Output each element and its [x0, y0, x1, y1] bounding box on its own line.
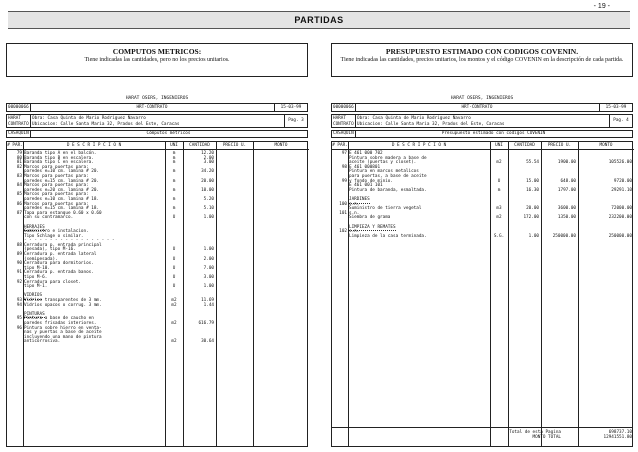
row-par: 95 [16, 316, 22, 322]
row-uni: U [172, 265, 176, 271]
col-header-par: # PAR. [332, 143, 348, 148]
row-desc: Pintura sobre hierro en venta- [24, 325, 102, 331]
row-uni: m2 [171, 302, 177, 308]
row-desc: anticorrosiva. [24, 339, 61, 345]
sheet-date: 15-03-99 [274, 104, 307, 111]
row-cant: 11.69 [201, 298, 214, 303]
row-par: 85 [16, 192, 22, 198]
row-desc: Cerradura p. entrada lateral [24, 252, 97, 258]
table-row [7, 340, 307, 345]
row-uni: m [172, 169, 176, 175]
col-header-uni: UNI [490, 142, 508, 150]
row-desc: Baranda tipo C en escalera. [24, 160, 94, 166]
row-desc: Baranda tipo B en escalera. [24, 155, 94, 161]
table-rows [332, 152, 632, 239]
row-uni: m [172, 151, 176, 156]
row-uni: m [497, 187, 501, 193]
row-cant: 2.00 [203, 155, 214, 161]
row-cant: 16.30 [526, 187, 539, 193]
row-desc: incluyendo una mano de pintura [24, 334, 102, 340]
row-desc: Marcos para puertas para: [24, 201, 89, 207]
row-uni: m2 [496, 215, 502, 221]
row-cant: 1.00 [203, 284, 214, 290]
row-desc: paredes frisadas interiores. [24, 320, 97, 326]
row-cant: 2.00 [203, 256, 214, 262]
row-cant: 5.10 [203, 206, 214, 212]
row-par: 92 [16, 279, 22, 285]
row-desc: Tipo Schlage o similar. [24, 233, 84, 239]
row-precio: 1350.00 [557, 215, 576, 221]
row-uni: m2 [171, 320, 177, 326]
row-cant: 5.20 [203, 196, 214, 202]
row-desc: Cerradura p. entrada banos. [24, 270, 94, 276]
row-cant: 20.00 [201, 178, 214, 184]
total-page-label: Total de esta Pagina [509, 430, 561, 435]
company-name: HARAT OSERS, INGENIEROS [125, 96, 189, 101]
row-desc: Cerradura para closet. [24, 279, 81, 285]
row-precio: 1900.00 [557, 160, 576, 166]
row-cant: 12.20 [201, 151, 214, 156]
row-uni: m [172, 187, 176, 193]
row-cant: 55.54 [526, 160, 539, 166]
row-uni: U [172, 256, 176, 262]
row-desc: y fondo de minio. [349, 178, 393, 184]
row-uni: S.G. [493, 233, 505, 239]
row-desc: Marcos para puertas para: [24, 183, 89, 189]
row-desc: Pintura a base de caucho en [24, 316, 94, 322]
row-par: 84 [16, 183, 22, 189]
row-monto: 72000.00 [611, 206, 632, 212]
label-harat: HARAT [333, 116, 346, 121]
row-cant: 7.00 [203, 265, 214, 271]
col-header-uni: UNI [165, 142, 183, 150]
items-table [6, 141, 308, 447]
row-monto: 232200.00 [608, 215, 632, 221]
row-desc: paredes e=20 cm. lamina # 20. [24, 187, 100, 193]
row-uni: U [172, 247, 176, 253]
row-par: 79 [16, 151, 22, 156]
row-cant: 1.00 [528, 233, 539, 239]
row-par: 80 [16, 155, 22, 161]
row-precio: 250000.00 [552, 233, 576, 239]
row-par: 94 [16, 302, 22, 308]
row-uni: m2 [496, 160, 502, 166]
row-monto: 29291.10 [611, 187, 632, 193]
right-caption-box [331, 43, 633, 77]
row-desc: Limpieza de la casa terminada. [349, 233, 427, 239]
row-desc: tipo M-6. [24, 275, 48, 281]
row-par: 100 [339, 201, 347, 207]
row-desc: paredes e=10 cm. lamina # 18. [24, 196, 100, 202]
row-desc: (pesada), tipo M-16. [24, 247, 76, 253]
label-contrato: CONTRATO [333, 121, 354, 127]
row-par: 102 [339, 229, 347, 235]
row-desc: Marcos para puertas para: [24, 192, 89, 198]
row-desc: con su contramarco. [24, 215, 74, 221]
row-desc: PINTURAS [24, 311, 45, 317]
row-desc: E 461 001 101 [349, 183, 383, 189]
col-header-par: # PAR. [7, 143, 23, 148]
row-uni: m [172, 155, 176, 161]
row-desc: Marcos para puertas para: [24, 173, 89, 179]
row-par: 83 [16, 173, 22, 179]
obra-text: Obra: Casa Quinta de Mario Rodriguez Navarro [357, 116, 471, 121]
row-desc: E 461 000 702 [349, 151, 383, 156]
col-header-cant: CANTIDAD [183, 142, 216, 150]
project-header [331, 114, 633, 128]
col-header-desc: D E S C R I P C I O N [23, 142, 165, 150]
row-desc: HERRAJES [24, 224, 45, 230]
left-caption-title: COMPUTOS METRICOS: [112, 47, 202, 56]
row-precio: 648.00 [560, 178, 576, 184]
row-precio: 3600.00 [557, 206, 576, 212]
section-label: CASAQUIN [7, 131, 31, 137]
row-cant: 1.00 [203, 247, 214, 253]
page-number: - 19 - [593, 3, 610, 10]
col-header-monto: MONTO [253, 142, 309, 150]
row-par: 90 [16, 261, 22, 267]
sheet-date: 15-03-99 [599, 104, 632, 111]
row-cant: 1.00 [203, 215, 214, 221]
row-par: 98 [341, 164, 347, 170]
ubicacion-text: Ubicacion: Calle Santa Maria 32, Prados del Este, Caracas [32, 121, 180, 127]
row-desc: Pintura sobre madera a base de [349, 155, 427, 161]
row-cant: 10.00 [201, 187, 214, 193]
row-cant: 3.00 [203, 275, 214, 281]
row-desc: LIMPIEZA Y REMATES [349, 224, 396, 230]
row-par: 101 [339, 210, 347, 216]
row-cant: 34.20 [201, 169, 214, 175]
row-cant: 30.64 [201, 339, 214, 345]
section-title: Cómputos métricos [146, 131, 191, 136]
row-desc: s.n. [349, 201, 360, 207]
row-desc: s.n. [349, 210, 360, 216]
row-desc: tipo M-10. [24, 265, 50, 271]
row-desc: Cerradura p. entrada principal [24, 242, 102, 248]
row-desc: (semipesada). [24, 256, 58, 262]
row-desc: Suministro e instalacion. [24, 229, 89, 235]
sheet-page: Pag. 3 [284, 115, 307, 127]
company-name: HARAT OSERS, INGENIEROS [450, 96, 514, 101]
row-desc: Pintura de baranda, esmaltada. [349, 187, 427, 193]
row-par: 97 [341, 151, 347, 156]
left-caption-box [6, 43, 308, 77]
row-par: 82 [16, 164, 22, 170]
col-header-monto: MONTO [578, 142, 634, 150]
table-row [332, 235, 632, 240]
section-title: Presupuesto estimado con codigos COVENIN [441, 131, 546, 136]
col-header-precio: PRECIO U. [541, 142, 578, 150]
row-uni: m2 [171, 298, 177, 303]
contract-name: HRT-CONTRATO [461, 105, 493, 110]
row-uni: U [497, 178, 501, 184]
right-sheet [331, 96, 633, 447]
col-header-precio: PRECIO U. [216, 142, 253, 150]
row-desc: Vidrios transparentes de 3 mm. [24, 298, 102, 303]
row-cant: 172.00 [523, 215, 539, 221]
row-par: 88 [16, 242, 22, 248]
left-sheet [6, 96, 308, 447]
label-harat: HARAT [8, 116, 21, 121]
row-desc: Siembra de grama [349, 215, 391, 221]
row-desc: - - - - - - - - - - - - - - - - - - [24, 238, 115, 244]
row-precio: 1797.00 [557, 187, 576, 193]
row-uni: m3 [496, 206, 502, 212]
row-desc: para puertas, a base de aceite [349, 173, 427, 179]
contract-name: HRT-CONTRATO [136, 105, 168, 110]
row-par: 87 [16, 210, 22, 216]
section-header [331, 130, 633, 138]
row-par: 86 [16, 201, 22, 207]
contract-code: 00000066 [7, 104, 31, 111]
row-desc: paredes e=10 cm. lamina # 20. [24, 169, 100, 175]
row-uni: m2 [171, 339, 177, 345]
row-uni: U [172, 284, 176, 290]
row-desc: Baranda tipo A en el balcón. [24, 151, 97, 156]
row-uni: m [172, 160, 176, 166]
row-desc: paredes e=15 cm. lamina # 18. [24, 206, 100, 212]
row-desc: paredes e=15 cm. lamina # 20. [24, 178, 100, 184]
row-uni: U [172, 275, 176, 281]
row-par: 89 [16, 252, 22, 258]
row-cant: 616.79 [198, 320, 214, 326]
row-par: 93 [16, 298, 22, 303]
row-uni: m [172, 178, 176, 184]
row-uni: U [172, 215, 176, 221]
total-page-value: 698737.10 [608, 430, 632, 435]
total-value: 12941551.80 [603, 435, 632, 440]
row-desc: Cerradura para dormitorios. [24, 261, 94, 267]
row-desc: aceite (puertas y closet). [349, 160, 417, 166]
row-uni: m [172, 196, 176, 202]
items-table [331, 141, 633, 447]
right-caption-title: PRESUPUESTO ESTIMADO CON CODIGOS COVENIN. [385, 47, 579, 56]
row-cant: 15.00 [526, 178, 539, 184]
right-caption-desc: Tiene indicadas las cantidades, precios unitarios, los montos y el código COVENIN en la descripción de cada partida. [340, 57, 624, 63]
row-cant: 1.44 [203, 302, 214, 308]
row-cant: 20.00 [526, 206, 539, 212]
row-monto: 9720.00 [613, 178, 632, 184]
row-monto: 250000.00 [608, 233, 632, 239]
obra-text: Obra: Casa Quinta de Mario Rodriguez Navarro [32, 116, 146, 121]
col-header-cant: CANTIDAD [508, 142, 541, 150]
row-desc: Pintura en marcos metalicos [349, 169, 419, 175]
left-caption-desc: Tiene indicadas las cantidades, pero no los precios unitarios. [84, 57, 230, 63]
section-label: CASAQUIN [332, 131, 356, 137]
ubicacion-text: Ubicacion: Calle Santa Maria 32, Prados del Este, Caracas [357, 121, 505, 127]
row-desc: Tapa para estanque 0.60 x 0.60 [24, 210, 102, 216]
row-par: 99 [341, 178, 347, 184]
row-desc: Vidrios opacos o corrug. 3 mm. [24, 302, 102, 308]
page-banner: PARTIDAS [8, 11, 630, 29]
section-header [6, 130, 308, 138]
sheet-header [331, 103, 633, 112]
project-header [6, 114, 308, 128]
row-desc: Suministro de tierra vegetal [349, 206, 422, 212]
row-uni: m [172, 206, 176, 212]
total-label: MONTO TOTAL [532, 435, 561, 440]
row-desc: nas y puertas a base de aceite [24, 330, 102, 336]
row-desc: Marcos para puertas para: [24, 164, 89, 170]
sheet-page: Pag. 4 [609, 115, 632, 127]
row-desc: s.n. [349, 229, 360, 235]
totals-block [332, 427, 632, 446]
row-desc: JARDINES [349, 196, 370, 202]
row-par: 91 [16, 270, 22, 276]
row-desc: tipo M-1. [24, 284, 48, 290]
col-header-desc: D E S C R I P C I O N [348, 142, 490, 150]
table-rows [7, 152, 307, 345]
row-monto: 105526.00 [608, 160, 632, 166]
sheet-header [6, 103, 308, 112]
row-desc: VIDRIOS [24, 293, 43, 299]
row-desc: E 461 000801 [349, 164, 381, 170]
row-par: 81 [16, 160, 22, 166]
label-contrato: CONTRATO [8, 121, 29, 127]
contract-code: 00000066 [332, 104, 356, 111]
row-par: 96 [16, 325, 22, 331]
row-cant: 3.00 [203, 160, 214, 166]
